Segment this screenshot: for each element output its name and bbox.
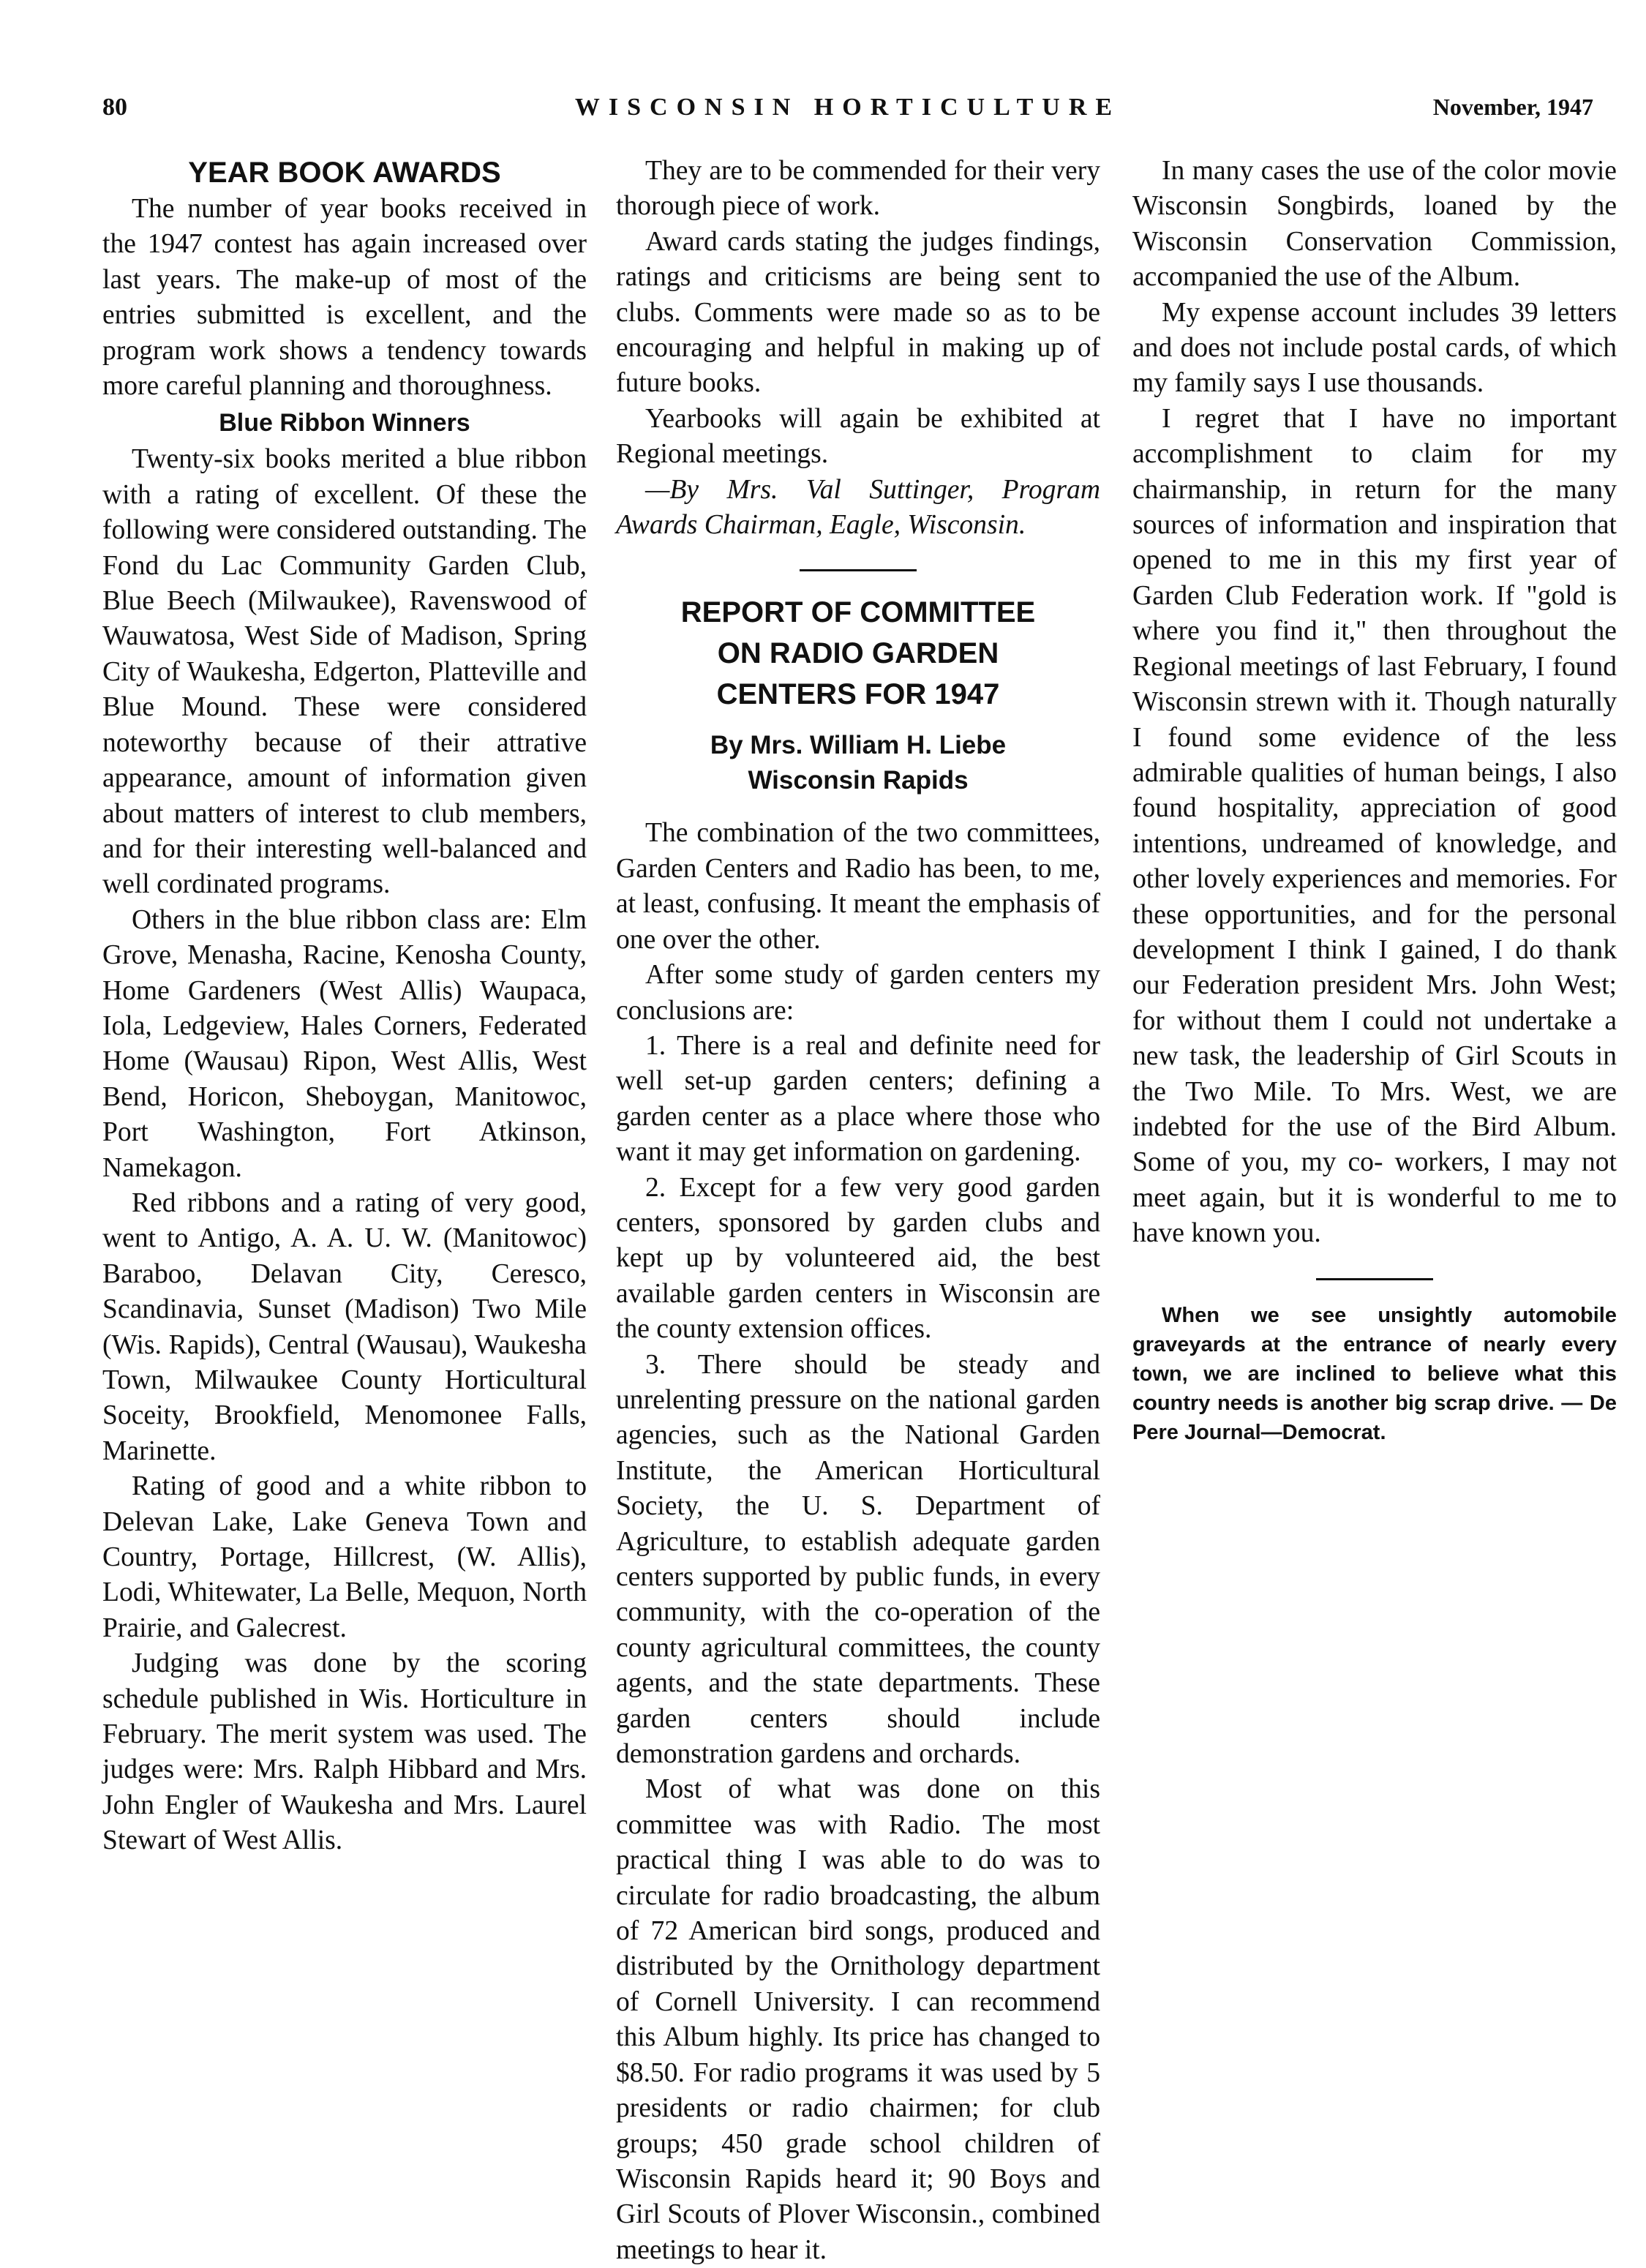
filler-note: When we see unsightly automobile graveyards at the entrance of nearly every town, we are inclined to believe what this country needs is another big scrap drive. — De Pere Journal—Democrat. [1132,1303,1617,1444]
exhibit-paragraph: Yearbooks will again be exhibited at Regional meetings. [616,403,1100,470]
page-header [102,94,1593,138]
award-cards-paragraph: Award cards stating the judges findings, ratings and criticisms are being sent to clubs. Comments were made so as to be encouraging and helpful in making up of future books. [616,226,1100,399]
column-2 [616,154,1100,2268]
report-paragraph-1: The combination of the two committees, Garden Centers and Radio has been, to me, at least, confusing. It meant the emphasis of one over the other. [616,818,1100,955]
year-book-title: YEAR BOOK AWARDS [188,157,501,189]
report-byline [616,728,1100,798]
report-title-line-2: ON RADIO GARDEN [717,637,999,670]
report-expense-paragraph: My expense account includes 39 letters and does not include postal cards, of which my family says I use thousands. [1132,297,1617,399]
page-number: 80 [102,94,127,121]
red-ribbon-paragraph: Red ribbons and a rating of very good, went to Antigo, A. A. U. W. (Manitowoc) Baraboo, Delavan City, Ceresco, Scandinavia, Sunset (Madison) Two Mile (Wis. Rapids), Central (Wausau), Waukesha Town, Milwaukee County Horticultural Soceity, Brookfield, Menomonee Falls, Marinette. [102,1187,587,1466]
issue-date: November, 1947 [1432,94,1593,120]
blue-ribbon-paragraph: Twenty-six books merited a blue ribbon with a rating of excellent. Of these the following were considered outstanding. The Fond du Lac Community Garden Club, Blue Beech (Milwaukee), Ravenswood of Wauwatosa, West Side of Madison, Spring City of Waukesha, Edgerton, Platteville and Blue Mound. These were considered noteworthy because of their attrative appearance, amount of information given about matters of interest to club members, and for their interesting well-balanced and well cordinated programs. [102,444,587,900]
report-title-line-1: REPORT OF COMMITTEE [680,596,1036,629]
report-radio-paragraph: Most of what was done on this committee was with Radio. The most practical thing I was able to do was to circulate for radio broadcasting, the album of 72 American bird songs, produced and distributed by the Ornithology department of Cornell University. I can recommend this Album highly. Its price has changed to $8.50. For radio programs it was used by 5 presidents or radio chairmen; for club groups; 450 grade school children of Wisconsin Rapids heard it; 90 Boys and Girl Scouts of Plover Wisconsin., combined meetings to hear it. [616,1774,1100,2265]
white-ribbon-paragraph: Rating of good and a white ribbon to Delevan Lake, Lake Geneva Town and Country, Portage, Hillcrest, (W. Allis), Lodi, Whitewater, La Belle, Mequon, North Prairie, and Galecrest. [102,1471,587,1643]
report-point-2: 2. Except for a few very good garden centers, sponsored by garden clubs and kept up by volunteered aid, the best available garden centers in Wisconsin are the county extension offices. [616,1172,1100,1345]
byline-author: By Mrs. William H. Liebe [710,731,1007,760]
byline-location: Wisconsin Rapids [748,766,969,795]
report-point-3: 3. There should be steady and unrelenting pressure on the national garden agencies, such as the National Garden Institute, the American Horticultural Society, the U. S. Department of Agriculture, to establish adequate garden centers supported by public funds, in every community, with the co-operation of the county agricultural committees, the county agents, and the state departments. These garden centers should include demonstration gardens and orchards. [616,1349,1100,1770]
report-title-line-3: CENTERS FOR 1947 [716,678,1000,711]
column-1 [102,154,587,1859]
section-divider [800,569,917,571]
column-3 [1132,154,1617,1447]
commend-paragraph: They are to be commended for their very thorough piece of work. [616,156,1100,222]
filler-divider [1316,1278,1433,1280]
report-closing-paragraph: I regret that I have no important accomplishment to claim for my chairmanship, in return for the many sources of information and inspiration that opened to me in this my first year of Garden Club Federation work. If "gold is where you find it," then throughout the Regional meetings of last February, I found Wisconsin strewn with it. Though naturally I found some evidence of the less admirable qualities of human beings, I also found hospitality, appreciation of good intentions, undreamed of knowledge, and other lovely experiences and memories. For these opportunities, and for the personal development I think I gained, I do thank our Federation president Mrs. John West; for without them I could not undertake a new task, the leadership of Girl Scouts in the Two Mile. To Mrs. West, we are indebted for the use of the Bird Album. Some of you, my co- workers, I may not meet again, but it is wonderful to me to have known you. [1132,403,1617,1249]
report-paragraph-2: After some study of garden centers my conclusions are: [616,960,1100,1026]
judging-paragraph: Judging was done by the scoring schedule published in Wis. Horticulture in February. The merit system was used. The judges were: Mrs. Ralph Hibbard and Mrs. John Engler of Waukesha and Mrs. Laurel Stewart of West Allis. [102,1648,587,1856]
report-movie-paragraph: In many cases the use of the color movie Wisconsin Songbirds, loaned by the Wisconsin Conservation Commission, accompanied the use of the Album. [1132,156,1617,293]
year-book-signature: —By Mrs. Val Suttinger, Program Awards Chairman, Eagle, Wisconsin. [616,474,1100,541]
year-book-intro: The number of year books received in the 1947 contest has again increased over last years. The make-up of most of the entries submitted is excellent, and the program work shows a tendency towards more careful planning and thoroughness. [102,194,587,402]
report-point-1: 1. There is a real and definite need for well set-up garden centers; defining a garden center as a place where those who want it may get information on gardening. [616,1030,1100,1168]
others-paragraph: Others in the blue ribbon class are: Elm Grove, Menasha, Racine, Kenosha County, Home Gardeners (West Allis) Waupaca, Iola, Ledgeview, Hales Corners, Federated Home (Wausau) Ripon, West Allis, West Bend, Horicon, Sheboygan, Manitowoc, Port Washington, Fort Atkinson, Namekagon. [102,904,587,1183]
journal-title: WISCONSIN HORTICULTURE [574,94,1121,121]
blue-ribbon-heading: Blue Ribbon Winners [219,409,470,438]
